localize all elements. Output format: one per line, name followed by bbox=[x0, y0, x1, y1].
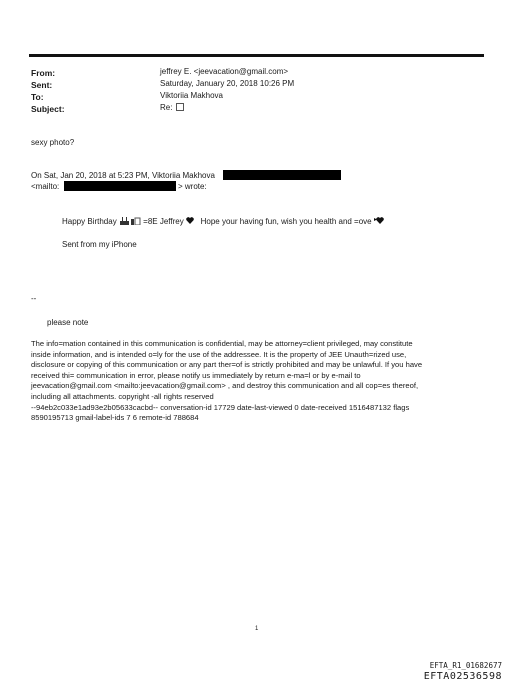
cake-icon bbox=[119, 216, 141, 225]
disclaimer-line: --94eb2c033e1ad93e2b05633cacbd-- conversation-id 17729 date-last-viewed 0 date-received 1516487132 flags bbox=[31, 402, 410, 412]
disclaimer bbox=[31, 339, 481, 424]
redaction-bar bbox=[223, 170, 341, 180]
birthday-text-b: =8E Jeffrey bbox=[143, 217, 184, 226]
broken-image-icon bbox=[176, 103, 184, 111]
heart-icon bbox=[186, 217, 194, 224]
redaction-bar bbox=[64, 181, 176, 191]
quote-line-2-prefix: <mailto: bbox=[31, 182, 60, 191]
disclaimer-line: including all attachments. copyright -all rights reserved bbox=[31, 391, 214, 401]
disclaimer-line: 8590195713 gmail-label-ids 7 6 remote-id 788684 bbox=[31, 413, 199, 423]
birthday-text-c: Hope your having fun, wish you health and =ove bbox=[200, 217, 372, 226]
subject-text: Re: bbox=[160, 103, 173, 112]
to-value: Viktoriia Makhova bbox=[160, 91, 223, 100]
from-value: jeffrey E. <jeevacation@gmail.com> bbox=[160, 67, 289, 76]
disclaimer-line: disclosure or copying of this communication or any part ther=of is strictly prohibited and may be unlawful. If you have bbox=[31, 360, 423, 370]
sent-label: Sent: bbox=[31, 80, 53, 90]
footer-id-1: EFTA_R1_01682677 bbox=[429, 661, 502, 670]
heart-wing-icon bbox=[374, 217, 384, 224]
disclaimer-line: The info=mation contained in this communication is confidential, may be attorney=client privileged, may constitute bbox=[31, 339, 413, 348]
disclaimer-line: received thi= communication in error, please notify us immediately by return e-ma=l or by e-mail to bbox=[31, 370, 361, 380]
separator-dashes: -- bbox=[31, 294, 37, 303]
disclaimer-line: inside information, and is intended o=ly for the use of the addressee. It is the property of JEE Unauth=rized use, bbox=[31, 349, 407, 359]
from-label: From: bbox=[31, 68, 56, 78]
page-number: 1 bbox=[255, 626, 259, 632]
to-label: To: bbox=[31, 92, 44, 102]
footer-id-2: EFTA02536598 bbox=[423, 671, 502, 682]
signature: Sent from my iPhone bbox=[62, 240, 137, 249]
header-rule bbox=[29, 54, 484, 57]
disclaimer-line: jeevacation@gmail.com <mailto:jeevacation@gmail.com> , and destroy this communication and all cop=es thereof, bbox=[31, 381, 419, 391]
subject-value bbox=[160, 103, 184, 112]
quote-line-2-suffix: > wrote: bbox=[178, 182, 207, 191]
please-note: please note bbox=[47, 318, 89, 327]
subject-label: Subject: bbox=[31, 104, 65, 114]
quote-line-1: On Sat, Jan 20, 2018 at 5:23 PM, Viktoriia Makhova bbox=[31, 171, 215, 180]
birthday-line bbox=[62, 216, 384, 226]
message-text: sexy photo? bbox=[31, 138, 75, 147]
birthday-text-a: Happy Birthday bbox=[62, 217, 117, 226]
sent-value: Saturday, January 20, 2018 10:26 PM bbox=[160, 79, 295, 88]
